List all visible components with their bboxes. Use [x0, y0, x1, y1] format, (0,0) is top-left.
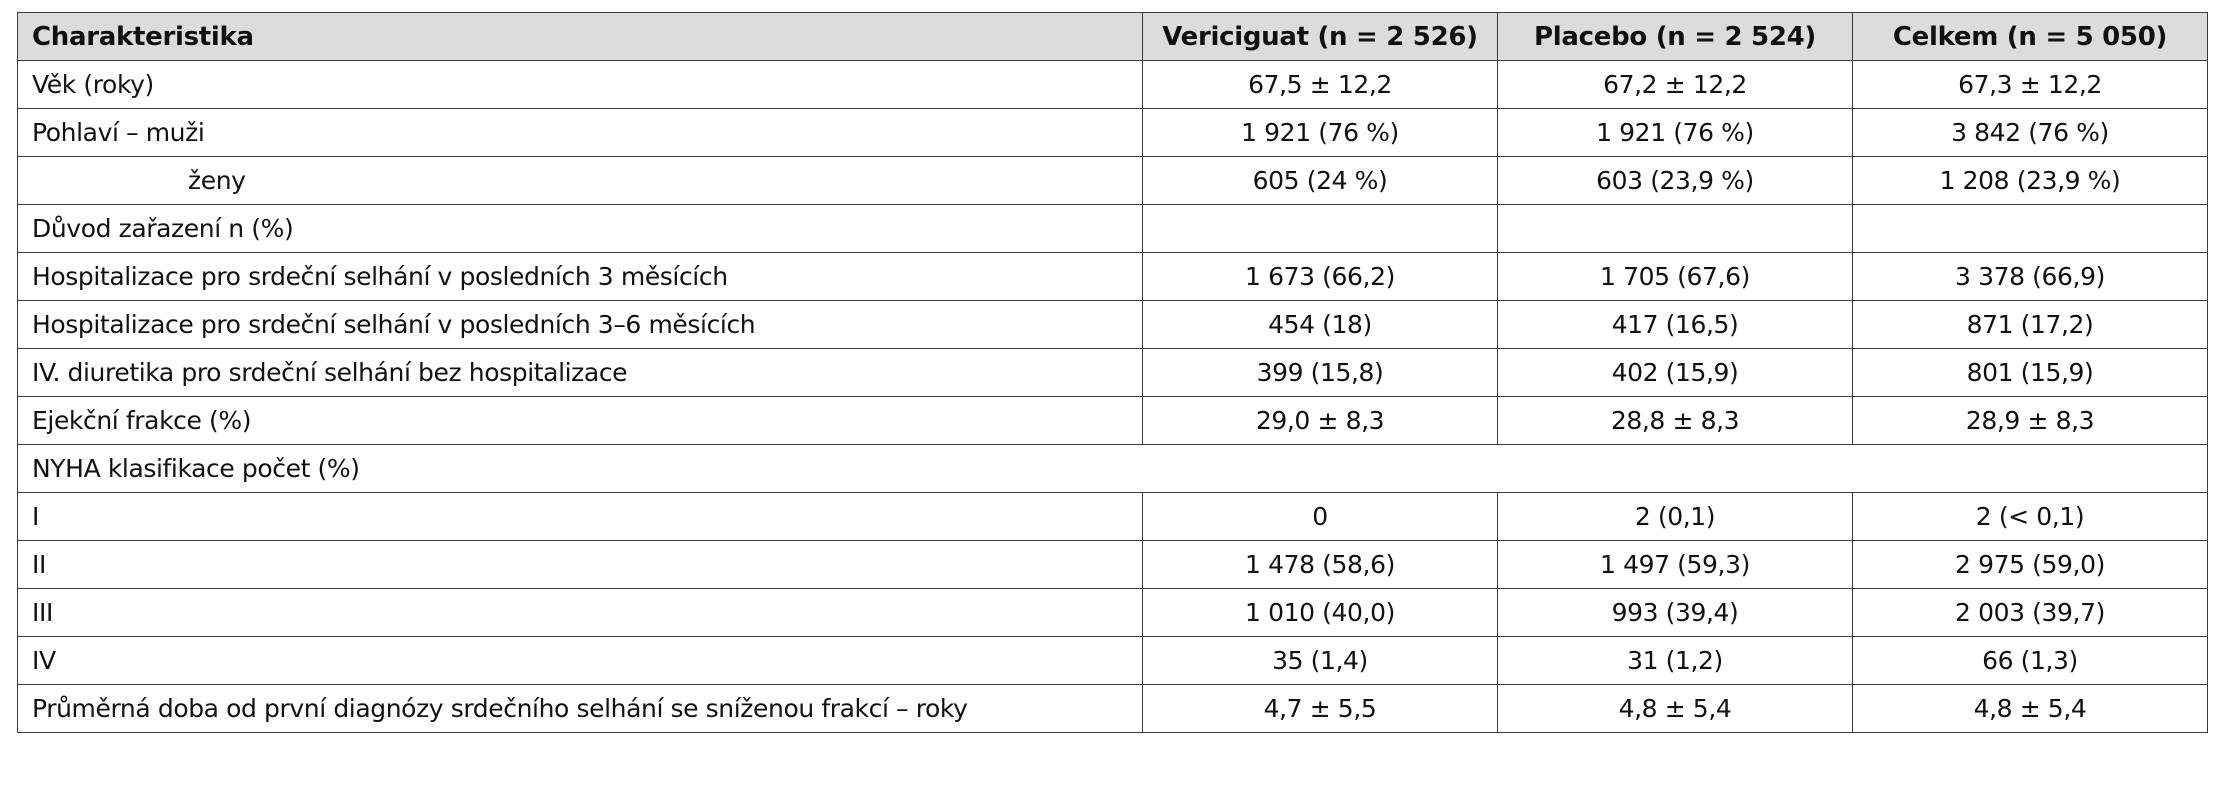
- table-section-row: [18, 445, 2208, 493]
- cell-vericiguat: 0: [1143, 493, 1498, 541]
- cell-total: 4,8 ± 5,4: [1853, 685, 2208, 733]
- cell-vericiguat: [1143, 205, 1498, 253]
- row-label: Průměrná doba od první diagnózy srdečního selhání se sníženou frakcí – roky: [18, 685, 1143, 733]
- cell-vericiguat: 605 (24 %): [1143, 157, 1498, 205]
- row-label: Věk (roky): [18, 61, 1143, 109]
- table-row: [18, 589, 2208, 637]
- cell-total: 2 003 (39,7): [1853, 589, 2208, 637]
- cell-placebo: 2 (0,1): [1498, 493, 1853, 541]
- baseline-characteristics-table: [17, 12, 2208, 733]
- cell-placebo: 67,2 ± 12,2: [1498, 61, 1853, 109]
- cell-placebo: [1498, 205, 1853, 253]
- cell-placebo: 603 (23,9 %): [1498, 157, 1853, 205]
- table-row: [18, 493, 2208, 541]
- cell-placebo: 417 (16,5): [1498, 301, 1853, 349]
- row-label: Hospitalizace pro srdeční selhání v posledních 3 měsících: [18, 253, 1143, 301]
- row-label: Hospitalizace pro srdeční selhání v posledních 3–6 měsících: [18, 301, 1143, 349]
- table-row: [18, 349, 2208, 397]
- table-row: [18, 397, 2208, 445]
- table-row: [18, 685, 2208, 733]
- row-label: II: [18, 541, 1143, 589]
- table-row: [18, 157, 2208, 205]
- row-label: Důvod zařazení n (%): [18, 205, 1143, 253]
- cell-total: 801 (15,9): [1853, 349, 2208, 397]
- cell-placebo: 1 921 (76 %): [1498, 109, 1853, 157]
- cell-total: 871 (17,2): [1853, 301, 2208, 349]
- table-row: [18, 637, 2208, 685]
- cell-total: 1 208 (23,9 %): [1853, 157, 2208, 205]
- cell-placebo: 402 (15,9): [1498, 349, 1853, 397]
- cell-total: 28,9 ± 8,3: [1853, 397, 2208, 445]
- cell-placebo: 993 (39,4): [1498, 589, 1853, 637]
- cell-total: 3 378 (66,9): [1853, 253, 2208, 301]
- cell-placebo: 28,8 ± 8,3: [1498, 397, 1853, 445]
- cell-vericiguat: 4,7 ± 5,5: [1143, 685, 1498, 733]
- cell-total: 2 (< 0,1): [1853, 493, 2208, 541]
- column-header-total: Celkem (n = 5 050): [1853, 13, 2208, 61]
- row-label: IV: [18, 637, 1143, 685]
- table-row: [18, 253, 2208, 301]
- cell-vericiguat: 399 (15,8): [1143, 349, 1498, 397]
- table-row: [18, 61, 2208, 109]
- row-label: Ejekční frakce (%): [18, 397, 1143, 445]
- row-label: III: [18, 589, 1143, 637]
- cell-placebo: 31 (1,2): [1498, 637, 1853, 685]
- cell-vericiguat: 29,0 ± 8,3: [1143, 397, 1498, 445]
- table-row: [18, 301, 2208, 349]
- cell-vericiguat: 454 (18): [1143, 301, 1498, 349]
- cell-placebo: 1 705 (67,6): [1498, 253, 1853, 301]
- cell-vericiguat: 67,5 ± 12,2: [1143, 61, 1498, 109]
- cell-total: 67,3 ± 12,2: [1853, 61, 2208, 109]
- row-label: NYHA klasifikace počet (%): [18, 445, 2208, 493]
- table-row: [18, 541, 2208, 589]
- cell-placebo: 1 497 (59,3): [1498, 541, 1853, 589]
- table-row: [18, 109, 2208, 157]
- row-label: IV. diuretika pro srdeční selhání bez hospitalizace: [18, 349, 1143, 397]
- column-header-characteristic: Charakteristika: [18, 13, 1143, 61]
- cell-total: 2 975 (59,0): [1853, 541, 2208, 589]
- cell-vericiguat: 35 (1,4): [1143, 637, 1498, 685]
- cell-vericiguat: 1 478 (58,6): [1143, 541, 1498, 589]
- column-header-vericiguat: Vericiguat (n = 2 526): [1143, 13, 1498, 61]
- cell-total: 3 842 (76 %): [1853, 109, 2208, 157]
- row-label: Pohlaví – muži: [18, 109, 1143, 157]
- cell-placebo: 4,8 ± 5,4: [1498, 685, 1853, 733]
- row-label: ženy: [18, 157, 1143, 205]
- cell-total: 66 (1,3): [1853, 637, 2208, 685]
- cell-vericiguat: 1 921 (76 %): [1143, 109, 1498, 157]
- table-row: [18, 205, 2208, 253]
- column-header-placebo: Placebo (n = 2 524): [1498, 13, 1853, 61]
- table-header-row: [18, 13, 2208, 61]
- cell-vericiguat: 1 673 (66,2): [1143, 253, 1498, 301]
- row-label: I: [18, 493, 1143, 541]
- cell-total: [1853, 205, 2208, 253]
- cell-vericiguat: 1 010 (40,0): [1143, 589, 1498, 637]
